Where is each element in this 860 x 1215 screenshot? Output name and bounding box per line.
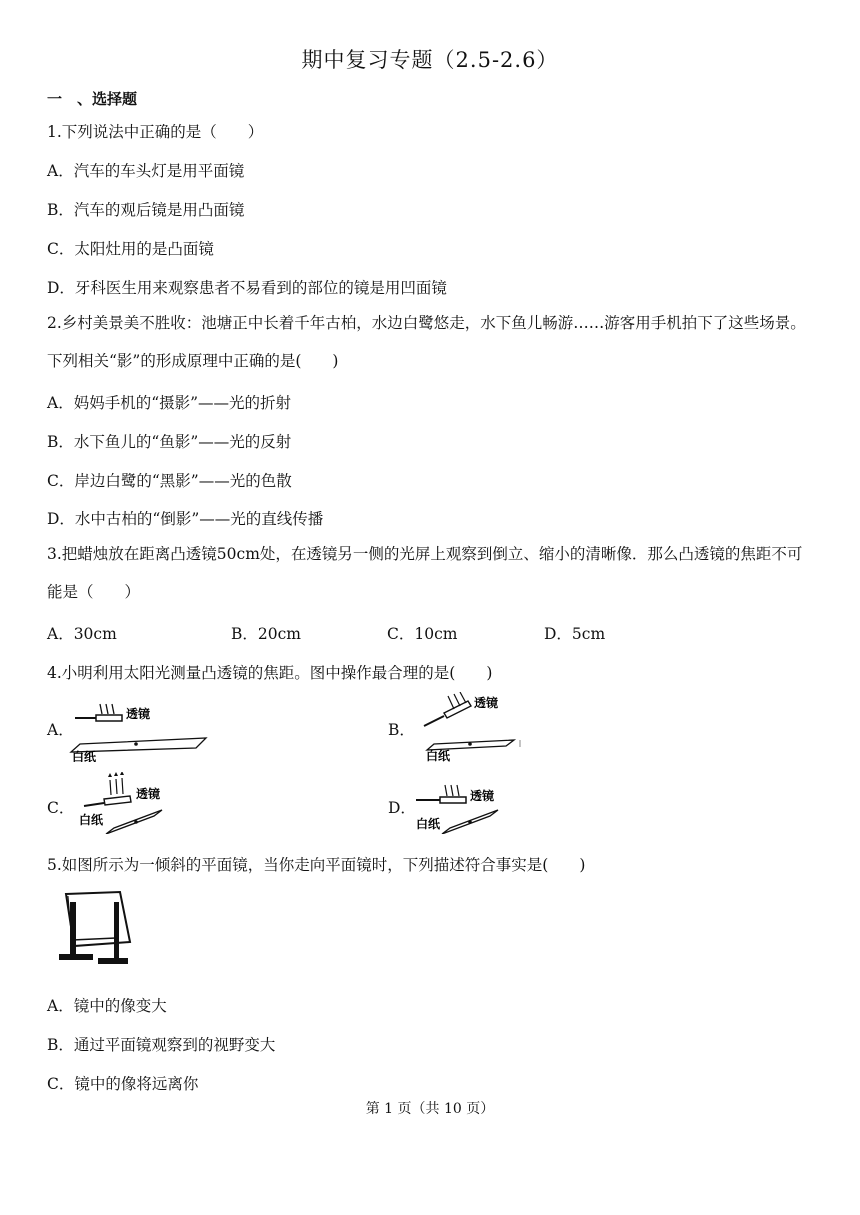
q5-tilted-mirror-figure (58, 888, 138, 970)
q1-option-a: A．汽车的车头灯是用平面镜 (47, 162, 245, 180)
q1-option-b: B．汽车的观后镜是用凸面镜 (47, 201, 245, 219)
q5-option-a: A．镜中的像变大 (47, 997, 167, 1015)
q1-option-c: C．太阳灶用的是凸面镜 (47, 240, 214, 258)
q2-option-d: D．水中古柏的“倒影”——光的直线传播 (47, 510, 324, 528)
q4-b-paper-text: 白纸 (426, 749, 451, 762)
q4-label-d: D． (388, 799, 416, 817)
q1-stem: 1.下列说法中正确的是（ ） (47, 123, 264, 141)
q2-stem: 2.乡村美景美不胜收：池塘正中长着千年古柏，水边白鹭悠走，水下鱼儿畅游……游客用手机拍下了这些场景。下列相关“影”的形成原理中正确的是( ) (47, 314, 806, 370)
q3-option-b: B．20cm (231, 625, 301, 643)
q1-option-d: D．牙科医生用来观察患者不易看到的部位的镜是用凹面镜 (47, 279, 447, 297)
section-heading: 一 、选择题 (47, 90, 138, 108)
q4-figure-a (68, 700, 218, 762)
q4-d-lens-text: 透镜 (470, 789, 495, 803)
q4-a-lens-text: 透镜 (126, 707, 151, 721)
q4-b-lens-text: 透镜 (474, 696, 499, 710)
q5-stem: 5.如图所示为一倾斜的平面镜，当你走向平面镜时，下列描述符合事实是( ) (47, 856, 586, 874)
q3-option-c: C．10cm (387, 625, 458, 643)
q4-a-paper-text: 白纸 (72, 750, 97, 762)
q4-label-c: C． (47, 799, 75, 817)
q5-option-b: B．通过平面镜观察到的视野变大 (47, 1036, 276, 1054)
q4-c-lens-text: 透镜 (136, 787, 161, 801)
q2-option-b: B．水下鱼儿的“鱼影”——光的反射 (47, 433, 292, 451)
q4-figure-b (410, 692, 525, 762)
q4-label-b: B． (388, 721, 415, 739)
q3-option-d: D．5cm (544, 625, 606, 643)
q2-option-c: C．岸边白鹭的“黑影”——光的色散 (47, 472, 292, 490)
q2-option-a: A．妈妈手机的“摄影”——光的折射 (47, 394, 292, 412)
q4-label-a: A． (47, 721, 74, 739)
q4-figure-d (410, 776, 515, 834)
q4-stem: 4.小明利用太阳光测量凸透镜的焦距。图中操作最合理的是( ) (47, 664, 493, 682)
q4-figure-c (72, 772, 177, 834)
page-footer: 第 1 页（共 10 页） (365, 1101, 495, 1117)
q4-d-paper-text: 白纸 (416, 817, 441, 831)
q3-option-a: A．30cm (47, 625, 117, 643)
q5-option-c: C．镜中的像将远离你 (47, 1075, 199, 1093)
page-title: 期中复习专题（2.5-2.6） (301, 48, 559, 72)
q3-stem: 3.把蜡烛放在距离凸透镜50cm处，在透镜另一侧的光屏上观察到倒立、缩小的清晰像．那么凸透镜的焦距不可能是（ ） (47, 545, 803, 601)
q4-c-paper-text: 白纸 (79, 813, 104, 827)
